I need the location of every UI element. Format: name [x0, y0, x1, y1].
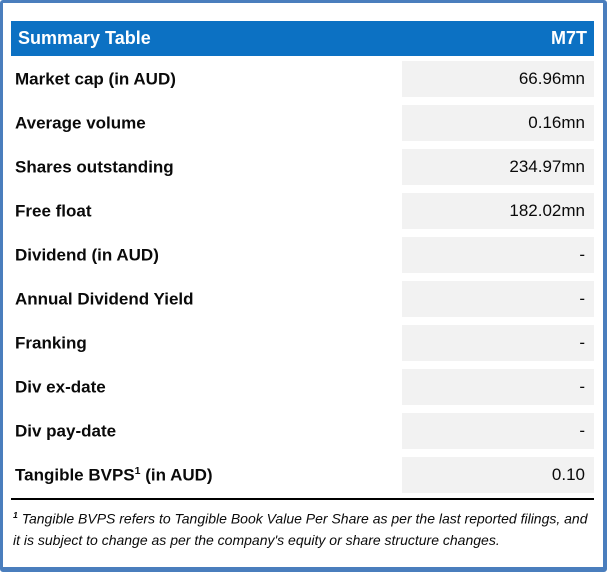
metric-label: Tangible BVPS$^1$ (in AUD): [15, 464, 213, 485]
footnote-marker: 1: [134, 464, 141, 477]
metric-value: -: [402, 237, 594, 273]
metric-label: Dividend (in AUD): [15, 245, 159, 265]
metric-label: Average volume: [15, 113, 146, 133]
metric-label: Div ex-date: [15, 377, 106, 397]
metric-label: Annual Dividend Yield: [15, 289, 194, 309]
table-row: [11, 145, 594, 189]
metric-value: -: [402, 325, 594, 361]
table-row: [11, 57, 594, 101]
metric-value: 0.10: [402, 457, 594, 493]
table-row: [11, 365, 594, 409]
metric-value: 234.97mn: [402, 149, 594, 185]
table-body: [11, 57, 594, 497]
metric-label: Shares outstanding: [15, 157, 174, 177]
metric-value: 66.96mn: [402, 61, 594, 97]
metric-value: -: [402, 281, 594, 317]
ticker-badge: M7T: [551, 28, 587, 48]
table-row: [11, 409, 594, 453]
footnote: [11, 500, 594, 551]
table-row: [11, 189, 594, 233]
metric-value: -: [402, 369, 594, 405]
table-title: Summary Table: [18, 28, 151, 48]
metric-value: -: [402, 413, 594, 449]
metric-label: Free float: [15, 201, 92, 221]
metric-label: Div pay-date: [15, 421, 117, 441]
table-row: [11, 233, 594, 277]
metric-value: 0.16mn: [402, 105, 594, 141]
table-row: [11, 321, 594, 365]
metric-label: Market cap (in AUD): [15, 69, 176, 89]
table-header-band: [11, 21, 594, 56]
table-row: [11, 277, 594, 321]
metric-value: 182.02mn: [402, 193, 594, 229]
metric-label: Franking: [15, 333, 87, 353]
table-row: [11, 101, 594, 145]
footnote-marker: 1: [13, 510, 18, 520]
footnote-text: Tangible BVPS refers to Tangible Book Value Per Share as per the last reported filings, and it is subject to change as per the company's equity or share structure changes.: [13, 510, 588, 548]
table-row: [11, 453, 594, 497]
